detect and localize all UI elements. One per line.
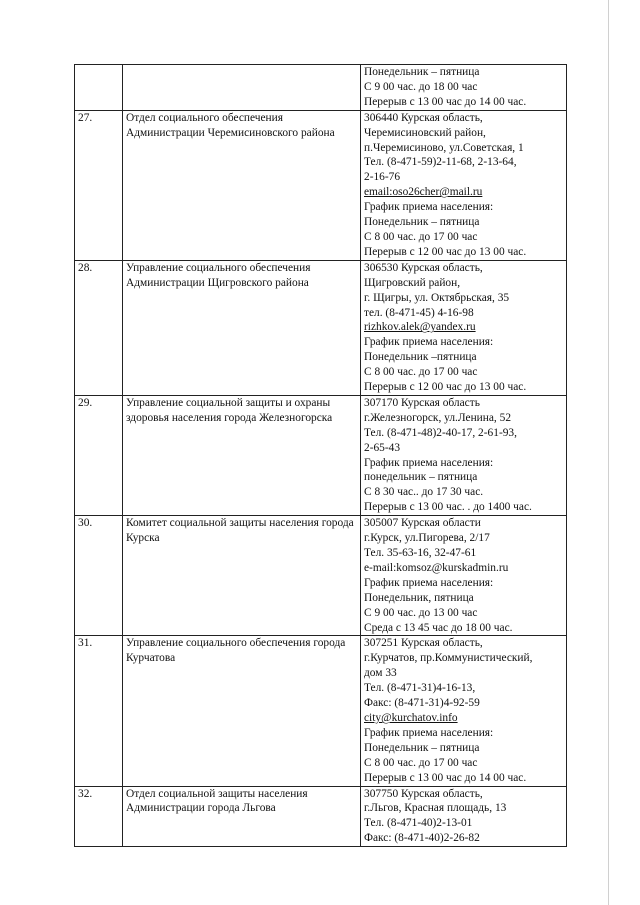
- info-line: Понедельник – пятница: [364, 216, 480, 229]
- row-number: 29.: [75, 395, 123, 515]
- organization-name: Управление социального обеспечения города Курчатова: [123, 636, 361, 786]
- info-line: Тел. (8-471-40)2-13-01: [364, 817, 473, 830]
- organization-name: Отдел социального обеспечения Администрации Черемисиновского района: [123, 110, 361, 260]
- info-line: Среда с 13 45 час до 18 00 час.: [364, 621, 513, 634]
- row-number: [75, 65, 123, 111]
- info-line: С 8 00 час. до 17 00 час: [364, 756, 478, 769]
- row-number: 31.: [75, 636, 123, 786]
- info-line: С 8 00 час. до 17 00 час: [364, 366, 478, 379]
- contact-info: [361, 110, 567, 260]
- info-line: Факс: (8-471-31)4-92-59: [364, 697, 480, 710]
- table-row: [75, 516, 567, 636]
- table-row: [75, 636, 567, 786]
- info-line: Перерыв с 12 00 час до 13 00 час.: [364, 245, 527, 258]
- row-number: 28.: [75, 260, 123, 395]
- info-line: Щигровский район,: [364, 276, 461, 289]
- info-line: г.Льгов, Красная площадь, 13: [364, 802, 507, 815]
- contact-info: [361, 260, 567, 395]
- info-line: График приема населения:: [364, 456, 494, 469]
- info-line: 306530 Курская область,: [364, 261, 483, 274]
- info-line: Перерыв с 13 00 час до 14 00 час.: [364, 95, 527, 108]
- info-line: 2-16-76: [364, 171, 401, 184]
- table-row: [75, 260, 567, 395]
- info-line: Понедельник, пятница: [364, 591, 474, 604]
- info-line: тел. (8-471-45) 4-16-98: [364, 306, 474, 319]
- info-line: г.Курск, ул.Пигорева, 2/17: [364, 532, 490, 545]
- info-line: 305007 Курская области: [364, 517, 481, 530]
- info-line: С 8 30 час.. до 17 30 час.: [364, 486, 484, 499]
- social-services-table: [74, 64, 567, 847]
- scan-edge-line: [608, 0, 609, 905]
- info-line: Черемисиновский район,: [364, 126, 486, 139]
- info-line: Понедельник – пятница: [364, 66, 480, 78]
- info-line: Тел. (8-471-59)2-11-68, 2-13-64,: [364, 156, 517, 169]
- info-line: Факс: (8-471-40)2-26-82: [364, 832, 480, 845]
- organization-name: Управление социальной защиты и охраны здоровья населения города Железногорска: [123, 395, 361, 515]
- info-line: График приема населения:: [364, 576, 494, 589]
- email-link[interactable]: email:oso26cher@mail.ru: [364, 186, 483, 199]
- info-line: 307251 Курская область,: [364, 637, 483, 650]
- table-row: [75, 395, 567, 515]
- info-line: Понедельник –пятница: [364, 351, 477, 364]
- email-link[interactable]: rizhkov.alek@yandex.ru: [364, 321, 476, 334]
- info-line: С 9 00 час. до 18 00 час: [364, 80, 478, 93]
- info-line: 307170 Курская область: [364, 396, 480, 409]
- info-line: г.Курчатов, пр.Коммунистический,: [364, 652, 533, 665]
- info-line: дом 33: [364, 667, 397, 680]
- info-line: Тел. 35-63-16, 32-47-61: [364, 547, 477, 559]
- table-row: [75, 110, 567, 260]
- info-line: График приема населения:: [364, 201, 494, 214]
- info-line: С 8 00 час. до 17 00 час: [364, 230, 478, 243]
- info-line: г. Щигры, ул. Октябрьская, 35: [364, 291, 510, 304]
- info-line: График приема населения:: [364, 726, 494, 739]
- organization-name: Комитет социальной защиты населения города Курска: [123, 516, 361, 636]
- info-line: 2-65-43: [364, 441, 401, 454]
- organization-name: Отдел социальной защиты населения Администрации города Льгова: [123, 786, 361, 847]
- info-line: 306440 Курская область,: [364, 111, 483, 124]
- contact-info: [361, 65, 567, 111]
- info-line: понедельник – пятница: [364, 471, 478, 484]
- info-line: Тел. (8-471-48)2-40-17, 2-61-93,: [364, 426, 517, 439]
- contact-info: [361, 786, 567, 847]
- info-line: Перерыв с 12 00 час до 13 00 час.: [364, 381, 527, 394]
- info-line: п.Черемисиново, ул.Советская, 1: [364, 141, 524, 154]
- info-line: Перерыв с 13 00 час. . до 1400 час.: [364, 501, 532, 514]
- row-number: 30.: [75, 516, 123, 636]
- contact-info: [361, 516, 567, 636]
- info-line: Перерыв с 13 00 час до 14 00 час.: [364, 771, 527, 784]
- organization-name: [123, 65, 361, 111]
- contact-info: [361, 636, 567, 786]
- table-row: [75, 65, 567, 111]
- table-row: [75, 786, 567, 847]
- info-line: 307750 Курская область,: [364, 787, 483, 800]
- info-line: Тел. (8-471-31)4-16-13,: [364, 682, 476, 695]
- row-number: 32.: [75, 786, 123, 847]
- info-line: e-mail:komsoz@kurskadmin.ru: [364, 561, 509, 574]
- info-line: График приема населения:: [364, 336, 494, 349]
- contact-info: [361, 395, 567, 515]
- row-number: 27.: [75, 110, 123, 260]
- organization-name: Управление социального обеспечения Администрации Щигровского района: [123, 260, 361, 395]
- info-line: Понедельник – пятница: [364, 741, 480, 754]
- website-link[interactable]: city@kurchatov.info: [364, 711, 458, 724]
- info-line: С 9 00 час. до 13 00 час: [364, 606, 478, 619]
- info-line: г.Железногорск, ул.Ленина, 52: [364, 411, 512, 424]
